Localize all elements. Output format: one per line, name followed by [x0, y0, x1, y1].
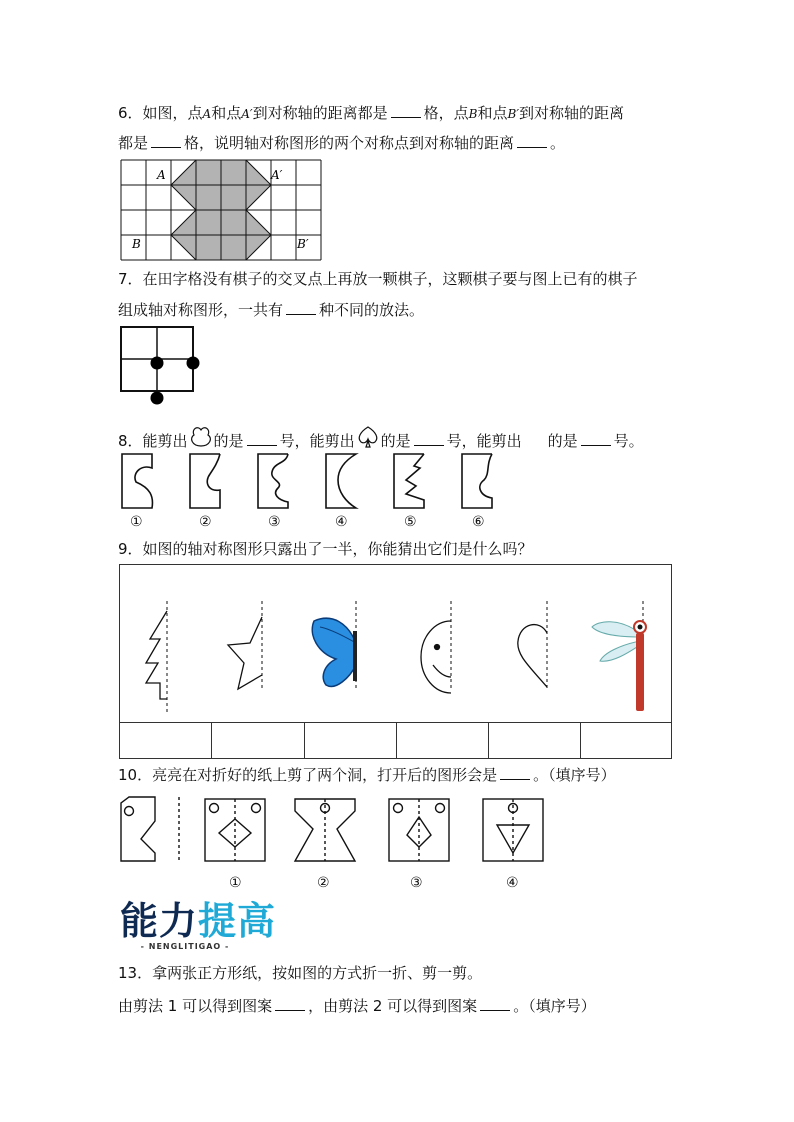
half-tree-shape	[146, 611, 167, 699]
trefoil-shape-icon	[188, 426, 214, 448]
option-number: ③	[410, 875, 423, 891]
q7-line2: 组成轴对称图形，一共有 种不同的放法。	[118, 301, 425, 319]
answer-blank[interactable]	[275, 996, 305, 1011]
folded-paper-option	[326, 454, 356, 508]
option-number: ⑤	[404, 514, 417, 530]
label-a: A	[157, 168, 166, 182]
folded-paper-option	[258, 454, 288, 508]
option-number: ②	[199, 514, 212, 530]
answer-blank[interactable]	[414, 431, 444, 446]
chess-piece	[187, 357, 200, 370]
tian-grid-board	[121, 327, 201, 407]
butterfly-half-image	[312, 618, 357, 686]
half-smiley-shape	[421, 621, 451, 693]
label-a-prime: A′	[271, 168, 283, 182]
q9-half-figures	[120, 565, 672, 722]
option-number: ②	[317, 875, 330, 891]
answer-blank[interactable]	[151, 133, 181, 148]
answer-blank[interactable]	[391, 103, 421, 118]
answer-blank[interactable]	[517, 133, 547, 148]
folded-paper-option	[462, 454, 492, 508]
q13-line2: 由剪法 1 可以得到图案 ，由剪法 2 可以得到图案 。（填序号）	[118, 997, 596, 1015]
label-b: B	[132, 237, 141, 251]
answer-blank[interactable]	[581, 431, 611, 446]
logo-subtitle: - NENGLITIGAO -	[140, 942, 230, 951]
q8-line: 8．能剪出 的是 号，能剪出 的是 号，能剪出 的是 号。	[118, 426, 644, 452]
q7-line1: 7．在田字格没有棋子的交叉点上再放一颗棋子，这颗棋子要与图上已有的棋子	[118, 270, 638, 288]
answer-blank[interactable]	[480, 996, 510, 1011]
answer-cell[interactable]	[212, 723, 305, 759]
spade-shape-icon	[355, 426, 381, 448]
half-heart-shape	[518, 625, 547, 687]
answer-cell[interactable]	[305, 723, 397, 759]
q8-paper-options	[120, 452, 510, 512]
option-number: ③	[268, 514, 281, 530]
folded-paper	[121, 797, 155, 861]
option-number: ④	[506, 875, 519, 891]
answer-blank[interactable]	[500, 765, 530, 780]
q6-line2: 都是 格，说明轴对称图形的两个对称点到对称轴的距离 。	[118, 134, 566, 152]
answer-blank[interactable]	[286, 300, 316, 315]
q9-line: 9．如图的轴对称图形只露出了一半，你能猜出它们是什么吗？	[118, 540, 533, 558]
q10-line: 10．亮亮在对折好的纸上剪了两个洞，打开后的图形会是 。（填序号）	[118, 766, 616, 784]
q6-grid-figure	[121, 160, 321, 260]
label-b-prime: B′	[297, 237, 309, 251]
smiley-mouth	[433, 665, 451, 677]
chess-piece	[151, 357, 164, 370]
folded-paper-option	[394, 454, 424, 508]
folded-paper-option	[122, 454, 152, 508]
smiley-eye	[435, 645, 440, 650]
q10-folded-paper-figures	[119, 795, 559, 865]
half-star-shape	[228, 617, 262, 689]
q13-line1: 13．拿两张正方形纸，按如图的方式折一折、剪一剪。	[118, 964, 483, 982]
option-number: ⑥	[472, 514, 485, 530]
answer-cell[interactable]	[119, 723, 212, 759]
answer-cell[interactable]	[397, 723, 489, 759]
option-number: ④	[335, 514, 348, 530]
q6-line1: 6．如图，点A和点A′到对称轴的距离都是 格，点B和点B′到对称轴的距离	[118, 104, 625, 122]
dragonfly-half-image	[592, 621, 646, 711]
folded-paper-option	[190, 454, 220, 508]
chess-piece	[151, 392, 164, 405]
option-number: ①	[130, 514, 143, 530]
answer-cell[interactable]	[489, 723, 581, 759]
answer-blank[interactable]	[247, 431, 277, 446]
section-logo: 能力提高 - NENGLITIGAO -	[120, 899, 277, 951]
option-number: ①	[229, 875, 242, 891]
